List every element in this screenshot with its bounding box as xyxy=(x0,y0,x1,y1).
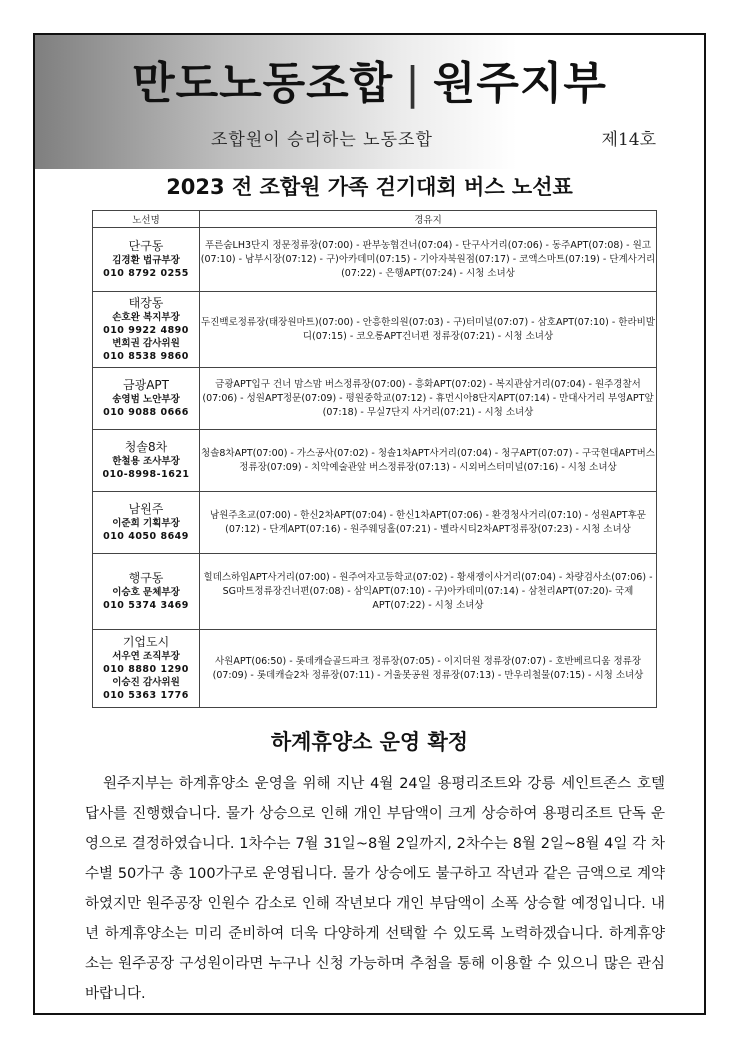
route-contact: 이준희 기획부장 xyxy=(112,518,180,529)
summer-resort-title: 하계휴양소 운영 확정 xyxy=(270,730,469,754)
route-phone: 010 5374 3469 xyxy=(103,600,189,611)
masthead-banner xyxy=(35,35,704,169)
route-phone: 010 5363 1776 xyxy=(103,690,189,701)
route-stops: 사원APT(06:50) - 롯데캐슬골드파크 정류장(07:05) - 이지더원 정류장(07:07) - 호반베르디움 정류장(07:09) - 롯데캐슬2차 정류장(07:11) - 거울못공원 정류장(07:13) - 만우리철물(07:15) - 시청 소녀상 xyxy=(200,630,657,708)
route-contact: 김경환 법규부장 xyxy=(112,255,180,266)
route-name-cell xyxy=(93,554,200,630)
route-name-cell xyxy=(93,630,200,708)
route-stops: 힐데스하임APT사거리(07:00) - 원주여자고등학교(07:02) - 황새쟁이사거리(07:04) - 차량검사소(07:06) - SG마트정류장건너편(07:08) - 삼익APT(07:10) - 구)아카데미(07:14) - 삼천리APT(07:20)- 국제APT(07:22) - 시청 소녀상 xyxy=(200,554,657,630)
route-area: 청솔8차 xyxy=(124,440,168,454)
route-area: 기업도시 xyxy=(122,635,170,649)
page-frame xyxy=(33,33,706,1015)
issue-number: 제14호 xyxy=(601,130,656,150)
route-stops: 푸른숨LH3단지 정문정류장(07:00) - 판부농협건너(07:04) - 단구사거리(07:06) - 동주APT(07:08) - 원고(07:10) - 남부시장(07:12) - 구)아카데미(07:15) - 기아자북원점(07:17) - 코액스마트(07:19) - 단계사거리(07:22) - 은행APT(07:24) - 시청 소녀상 xyxy=(200,228,657,292)
table-row xyxy=(93,228,657,292)
route-phone: 010-8998-1621 xyxy=(102,469,190,480)
route-name-cell xyxy=(93,292,200,368)
table-header-row xyxy=(93,211,657,228)
route-stops: 두진백로정류장(태장원마트)(07:00) - 안흥한의원(07:03) - 구)터미널(07:07) - 삼호APT(07:10) - 한라비발디(07:15) - 코오롱APT건너편 정류장(07:21) - 시청 소녀상 xyxy=(200,292,657,368)
route-contact: 이승진 감사위원 xyxy=(112,677,180,688)
route-phone: 010 8538 9860 xyxy=(103,351,189,362)
column-header-route: 노선명 xyxy=(93,211,200,228)
column-header-stops: 경유지 xyxy=(200,211,657,228)
route-name-cell xyxy=(93,430,200,492)
route-stops: 남원주초교(07:00) - 한신2차APT(07:04) - 한신1차APT(07:06) - 환경청사거리(07:10) - 성원APT후문(07:12) - 단계APT(07:16) - 원주웨딩홀(07:21) - 벨라시티2차APT정류장(07:23) - 시청 소녀상 xyxy=(200,492,657,554)
summer-resort-body: 원주지부는 하계휴양소 운영을 위해 지난 4월 24일 용평리조트와 강릉 세인트존스 호텔 답사를 진행했습니다. 물가 상승으로 인해 개인 부담액이 크게 상승하여 용평리조트 단독 운영으로 결정하였습니다. 1차수는 7월 31일~8월 2일까지, 2차수는 8월 2일~8월 4일 각 차수별 50가구 총 100가구로 운영됩니다. 물가 상승에도 불구하고 작년과 같은 금액으로 계약하였지만 원주공장 인원수 감소로 인해 작년보다 개인 부담액이 소폭 상승할 예정입니다. 내년 하계휴양소는 미리 준비하여 더욱 다양하게 선택할 수 있도록 노력하겠습니다. 하계휴양소는 원주공장 구성원이라면 누구나 신청 가능하며 추첨을 통해 이용할 수 있으니 많은 관심 바랍니다. xyxy=(85,776,665,1002)
route-contact: 변희권 감사위원 xyxy=(112,338,180,349)
route-contact: 송영범 노안부장 xyxy=(112,394,180,405)
route-area: 단구동 xyxy=(128,239,164,253)
route-name-cell xyxy=(93,368,200,430)
route-phone: 010 8792 0255 xyxy=(103,268,189,279)
table-row xyxy=(93,492,657,554)
bus-route-table xyxy=(92,210,657,708)
union-name: 만도노동조합 xyxy=(132,58,394,109)
route-name-cell xyxy=(93,492,200,554)
route-phone: 010 9088 0666 xyxy=(103,407,189,418)
route-phone: 010 8880 1290 xyxy=(103,664,189,675)
route-stops: 청솔8차APT(07:00) - 가스공사(07:02) - 청솔1차APT사거리(07:04) - 청구APT(07:07) - 구국현대APT버스정류장(07:09) - 치악예술관앞 버스정류장(07:13) - 시외버스터미널(07:16) - 시청 소녀상 xyxy=(200,430,657,492)
slogan: 조합원이 승리하는 노동조합 xyxy=(211,130,433,150)
route-phone: 010 9922 4890 xyxy=(103,325,189,336)
route-area: 금광APT xyxy=(123,378,169,392)
route-name-cell xyxy=(93,228,200,292)
table-row xyxy=(93,292,657,368)
route-stops: 금광APT입구 건너 맘스맘 버스정류장(07:00) - 흥화APT(07:02) - 복지관삼거리(07:04) - 원주경찰서(07:06) - 성원APT정문(07:09) - 평원중학교(07:12) - 휴먼시아8단지APT(07:14) - 만대사거리 부영APT앞(07:18) - 무실7단지 사거리(07:21) - 시청 소녀상 xyxy=(200,368,657,430)
route-contact: 한철용 조사부장 xyxy=(112,456,180,467)
branch-name: 원주지부 xyxy=(432,58,607,109)
route-contact: 서우연 조직부장 xyxy=(112,651,180,662)
route-phone: 010 4050 8649 xyxy=(103,531,189,542)
table-row xyxy=(93,368,657,430)
bus-route-title: 2023 전 조합원 가족 걷기대회 버스 노선표 xyxy=(166,175,573,199)
table-row xyxy=(93,430,657,492)
route-area: 행구동 xyxy=(128,571,164,585)
table-row xyxy=(93,554,657,630)
table-row xyxy=(93,630,657,708)
masthead-separator: | xyxy=(405,58,421,109)
route-contact: 이승호 문체부장 xyxy=(112,587,180,598)
route-contact: 손호완 복지부장 xyxy=(112,312,180,323)
route-area: 남원주 xyxy=(128,502,164,516)
route-area: 태장동 xyxy=(128,296,164,310)
masthead-title xyxy=(35,47,704,111)
